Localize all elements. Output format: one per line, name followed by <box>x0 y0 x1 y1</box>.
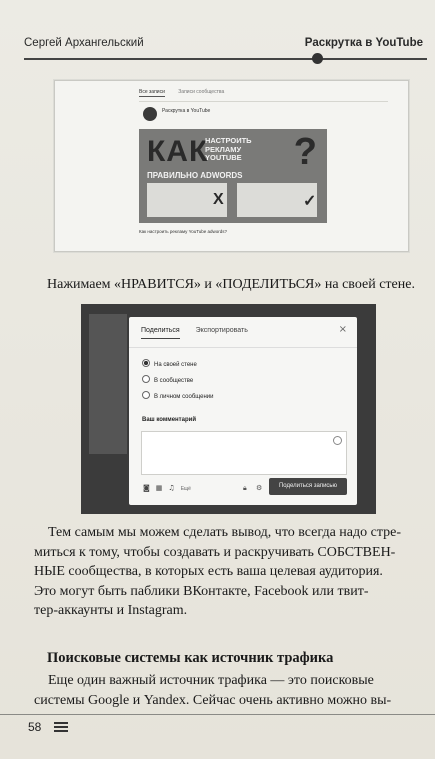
paragraph-conclusion <box>34 523 424 621</box>
post-caption: Как настроить рекламу YouTube adwords? <box>139 229 228 234</box>
radio-own-wall[interactable] <box>142 359 197 368</box>
text-line: НЫЕ сообщества, в которых есть ваша целевая аудитория. <box>34 564 383 579</box>
background-sidebar <box>89 314 127 454</box>
tab-all-posts: Все записи <box>139 89 165 95</box>
attach-toolbar <box>143 484 197 492</box>
cross-icon: X <box>213 191 224 208</box>
header-rule-dot <box>312 53 323 64</box>
more-attach-link[interactable]: Ещё <box>180 486 191 492</box>
tabs-divider <box>139 101 388 102</box>
share-post-button[interactable]: Поделиться записью <box>269 478 347 495</box>
banner-subheading: НАСТРОИТЬ РЕКЛАМУ YOUTUBE <box>205 136 252 162</box>
text-line: тер-аккаунты и Instagram. <box>34 603 188 618</box>
community-avatar <box>143 107 157 121</box>
screenshot-caption: Нажимаем «НРАВИТСЯ» и «ПОДЕЛИТЬСЯ» на своей стене. <box>47 277 415 292</box>
header-rule <box>24 58 427 60</box>
emoji-icon[interactable] <box>333 436 342 445</box>
music-icon[interactable]: ♫ <box>168 484 175 492</box>
text-line: Это могут быть паблики ВКонтакте, Facebook или твит- <box>34 583 369 599</box>
grid-icon[interactable]: ▦ <box>155 484 163 492</box>
vk-post-screenshot <box>54 80 409 252</box>
text-line: Тем самым мы можем сделать вывод, что всегда надо стре- <box>48 525 401 540</box>
radio-unchecked-icon <box>142 391 150 399</box>
camera-icon[interactable]: ◙ <box>143 484 150 492</box>
radio-community[interactable] <box>142 375 193 384</box>
tab-share[interactable]: Поделиться <box>141 327 180 339</box>
question-mark-icon: ? <box>293 131 317 173</box>
book-ornament-icon <box>54 722 68 734</box>
dialog-tabs <box>141 327 262 334</box>
comment-label: Ваш комментарий <box>142 417 197 423</box>
tab-community-posts: Записи сообщества <box>178 89 225 95</box>
gear-icon[interactable]: ⚙ <box>256 484 263 492</box>
text-line: миться к тому, чтобы создавать и раскручивать СОБСТВЕН- <box>34 544 396 560</box>
share-dialog-screenshot <box>81 304 376 514</box>
footer-rule <box>0 714 435 715</box>
tab-export[interactable]: Экспортировать <box>195 327 248 334</box>
radio-unchecked-icon <box>142 375 150 383</box>
comment-input[interactable] <box>141 431 347 475</box>
post-author-name: Раскрутка в YouTube <box>162 108 211 114</box>
video-banner-image <box>139 129 327 223</box>
post-tabs <box>139 89 236 95</box>
check-icon: ✓ <box>303 193 317 210</box>
radio-checked-icon <box>142 359 150 367</box>
share-dialog <box>129 317 357 505</box>
radio-label: В личном сообщении <box>154 394 214 400</box>
dialog-divider <box>129 347 357 348</box>
text-line: системы Google и Yandex. Сейчас очень активно можно вы- <box>34 692 392 708</box>
radio-private-message[interactable] <box>142 391 214 400</box>
paragraph-search-engines <box>34 671 424 710</box>
running-head-title: Раскрутка в YouTube <box>304 37 423 49</box>
running-head-author: Сергей Архангельский <box>24 37 144 49</box>
section-heading: Поисковые системы как источник трафика <box>47 650 334 666</box>
lock-icon[interactable]: 🔒︎ <box>243 484 247 492</box>
banner-heading: КАК <box>147 135 209 168</box>
radio-label: В сообществе <box>154 378 194 384</box>
banner-subheading-2: ПРАВИЛЬНО ADWORDS <box>147 171 243 180</box>
text-line: Еще один важный источник трафика — это поисковые <box>48 673 374 688</box>
page-number: 58 <box>28 720 42 734</box>
radio-label: На своей стене <box>154 362 197 368</box>
close-icon[interactable]: × <box>338 324 347 335</box>
